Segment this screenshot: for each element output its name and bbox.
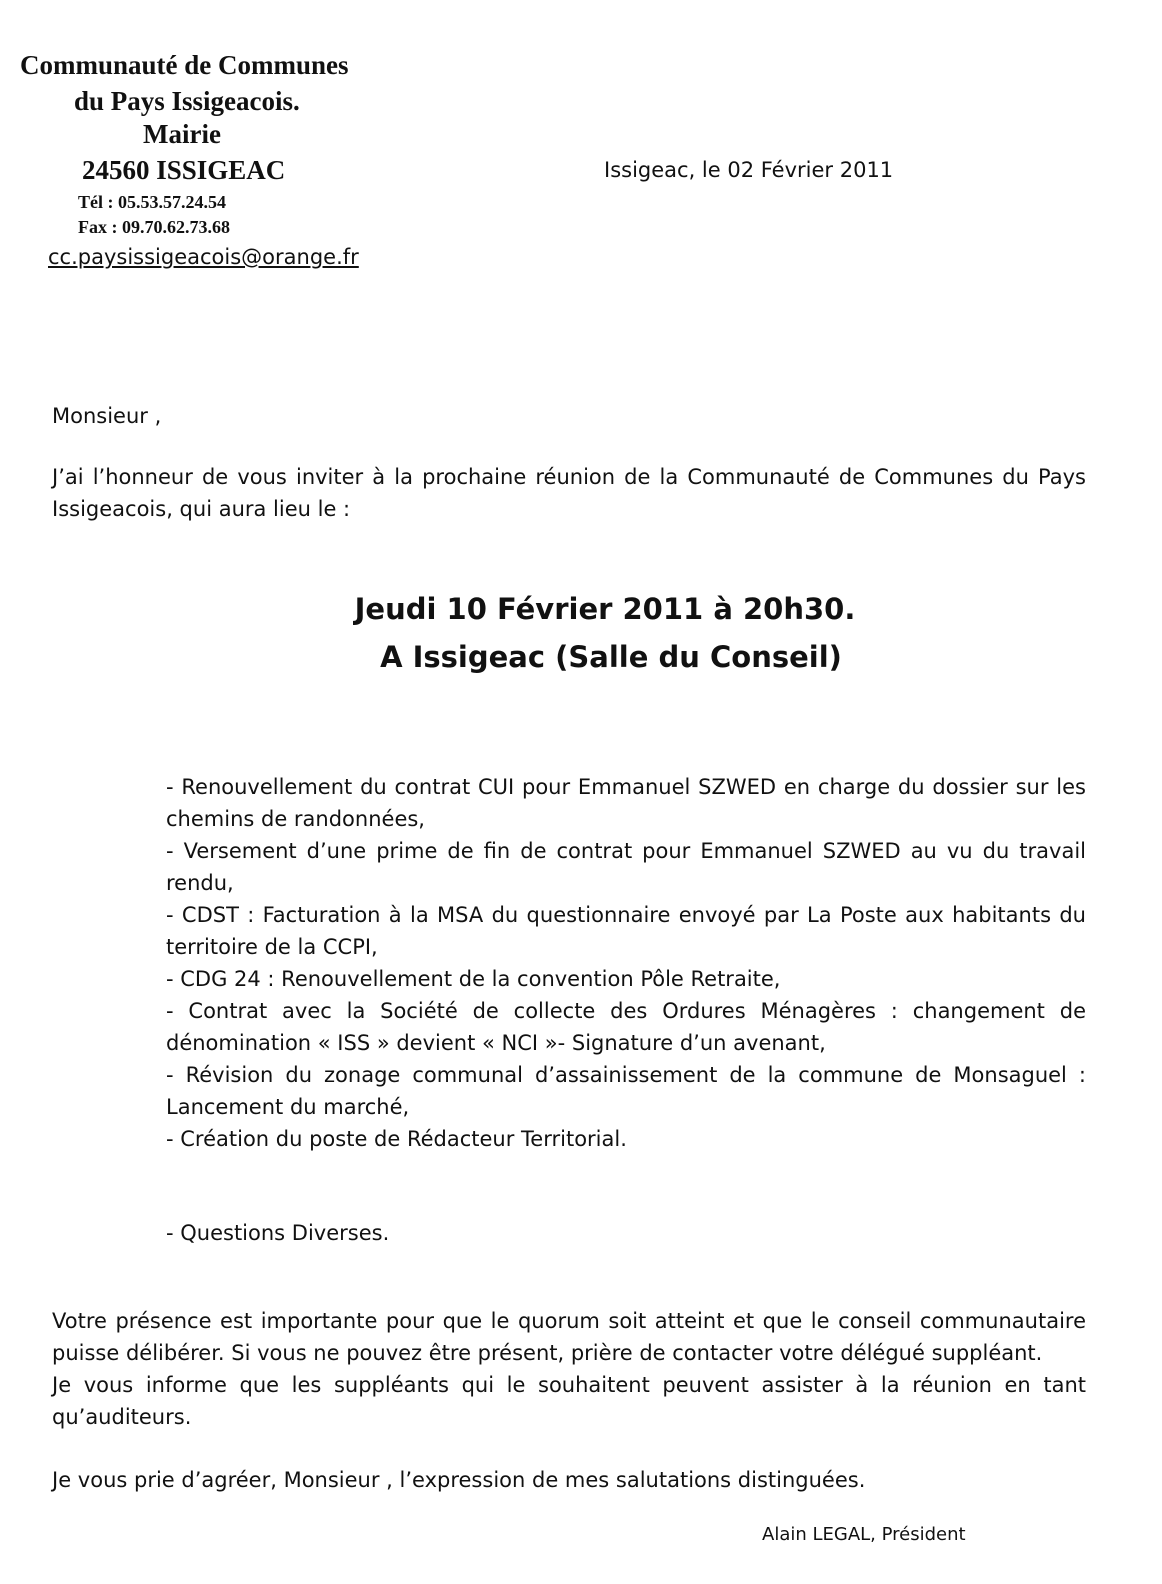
meeting-date xyxy=(0,592,1162,626)
place-and-date: Issigeac, le 02 Février 2011 xyxy=(604,158,894,182)
meeting-place-text: A Issigeac (Salle du Conseil) xyxy=(380,640,842,674)
organization-phone: Tél : 05.53.57.24.54 xyxy=(78,192,226,212)
agenda-item: - CDST : Facturation à la MSA du questionnaire envoyé par La Poste aux habitants du territoire de la CCPI, xyxy=(166,903,1086,959)
organization-name: Communauté de Communes xyxy=(20,50,349,80)
agenda-list xyxy=(166,771,1086,1155)
organization-name-line2: du Pays Issigeacois. xyxy=(74,86,300,116)
agenda-item: - CDG 24 : Renouvellement de la convention Pôle Retraite, xyxy=(166,967,781,991)
salutation: Monsieur , xyxy=(52,404,162,428)
intro-paragraph: J’ai l’honneur de vous inviter à la prochaine réunion de la Communauté de Communes du Pays Issigeacois, qui aura lieu le : xyxy=(52,465,1086,521)
organization-mairie: Mairie xyxy=(143,119,221,149)
meeting-date-text: Jeudi 10 Février 2011 à 20h30. xyxy=(354,592,856,626)
meeting-place xyxy=(0,640,1162,674)
agenda-item: - Contrat avec la Société de collecte des Ordures Ménagères : changement de dénomination « ISS » devient « NCI »- Signature d’un avenant, xyxy=(166,999,1086,1055)
agenda-item: - Versement d’une prime de fin de contrat pour Emmanuel SZWED au vu du travail rendu, xyxy=(166,839,1086,895)
signature: Alain LEGAL, Président xyxy=(762,1524,966,1545)
closing-text-substitutes: Je vous informe que les suppléants qui le souhaitent peuvent assister à la réunion en tant qu’auditeurs. xyxy=(52,1373,1086,1429)
organization-fax: Fax : 09.70.62.73.68 xyxy=(78,217,230,237)
agenda-item: - Renouvellement du contrat CUI pour Emmanuel SZWED en charge du dossier sur les chemins de randonnées, xyxy=(166,775,1086,831)
agenda-questions: - Questions Diverses. xyxy=(166,1221,390,1245)
agenda-item: - Révision du zonage communal d’assainissement de la commune de Monsaguel : Lancement du marché, xyxy=(166,1063,1086,1119)
organization-email: cc.paysissigeacois@orange.fr xyxy=(48,245,359,269)
organization-postal-city: 24560 ISSIGEAC xyxy=(82,155,286,185)
closing-text-quorum: Votre présence est importante pour que le quorum soit atteint et que le conseil communautaire puisse délibérer. Si vous ne pouvez être présent, prière de contacter votre délégué suppléant. xyxy=(52,1309,1086,1365)
closing-paragraph xyxy=(52,1305,1086,1433)
regards-line: Je vous prie d’agréer, Monsieur , l’expression de mes salutations distinguées. xyxy=(52,1468,866,1492)
agenda-item: - Création du poste de Rédacteur Territorial. xyxy=(166,1127,627,1151)
